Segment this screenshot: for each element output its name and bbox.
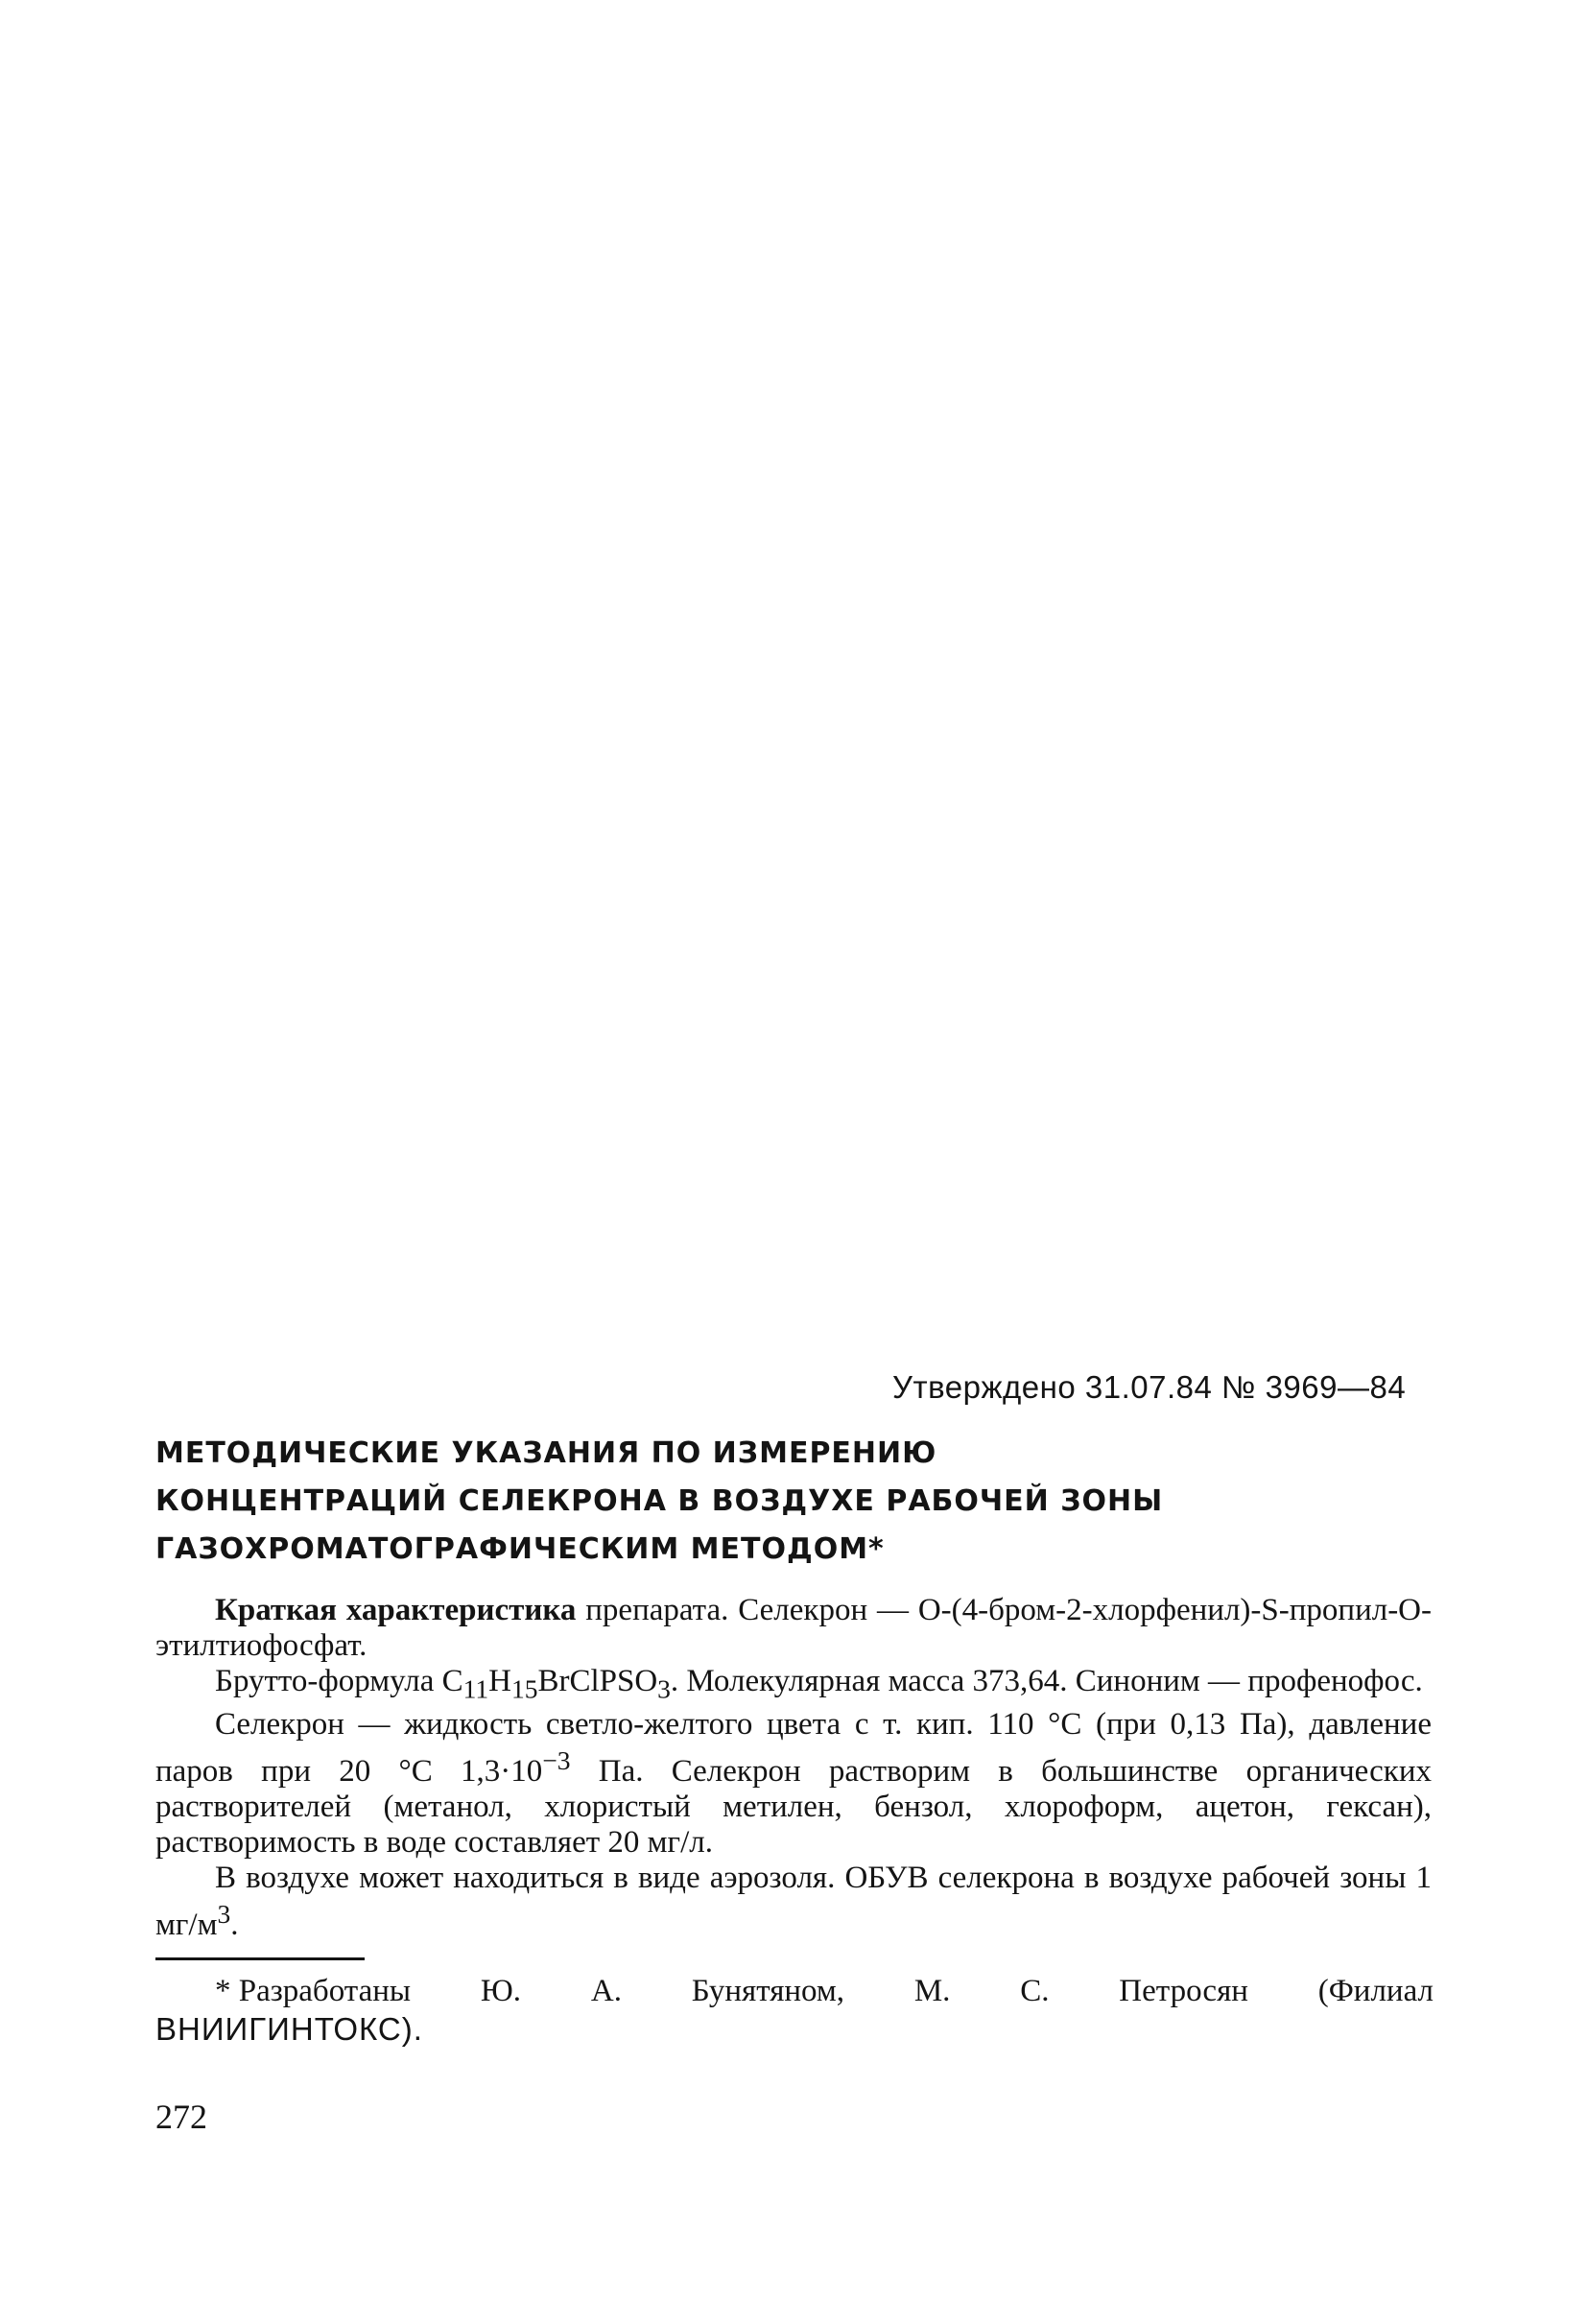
title-line: ГАЗОХРОМАТОГРАФИЧЕСКИМ МЕТОДОМ* — [155, 1532, 885, 1566]
paragraph-text: Па. Селекрон растворим в большинстве органических растворителей (метанол, хлористый метилен, бензол, хлороформ, ацетон, гексан), растворимость в воде составляет 20 мг/л. — [155, 1753, 1432, 1860]
approval-stamp: Утверждено 31.07.84 № 3969—84 — [892, 1369, 1407, 1405]
paragraph-text: H — [488, 1664, 511, 1698]
footnote-word: Ю. — [480, 1974, 522, 2008]
subscript: 11 — [462, 1673, 489, 1704]
footnote-word: * Разработаны — [215, 1974, 412, 2008]
paragraph-text: Селекрон — жидкость светло-желтого цвета с т. кип. 110 °С (при 0,13 Па), давление паров при 20 °С 1,3·10 — [155, 1706, 1432, 1789]
subscript: 3 — [657, 1673, 671, 1704]
paragraph-characteristics — [155, 1593, 1432, 1664]
paragraph-formula — [155, 1664, 1432, 1707]
footnote-word: Бунятяном, — [691, 1974, 845, 2008]
page-number: 272 — [155, 2098, 207, 2136]
paragraph-text: Брутто-формула C — [215, 1664, 463, 1698]
paragraph-text: . Молекулярная масса 373,64. Синоним — профенофос. — [670, 1664, 1423, 1698]
footnote-word: Петросян — [1119, 1974, 1248, 2008]
title-line: МЕТОДИЧЕСКИЕ УКАЗАНИЯ ПО ИЗМЕРЕНИЮ — [155, 1436, 937, 1470]
paragraph-text: В воздухе может находиться в виде аэрозоля. ОБУВ селекрона в воздухе рабочей зоны 1 мг/м — [155, 1860, 1432, 1942]
superscript: 3 — [217, 1898, 231, 1929]
footnote — [155, 1972, 1434, 2049]
footnote-word: (Филиал — [1317, 1974, 1434, 2008]
superscript: −3 — [542, 1744, 571, 1775]
paragraph-air — [155, 1861, 1432, 1943]
paragraph-lead: Краткая характеристика — [215, 1593, 577, 1627]
footnote-word: А. — [590, 1974, 622, 2008]
footnote-line — [155, 1972, 1434, 2010]
document-title — [155, 1430, 1432, 1574]
paragraph-text: препарата. Селекрон — О-(4-бром-2-хлорфенил)-S-пропил-О-этилтиофосфат. — [155, 1593, 1433, 1663]
footnote-divider — [155, 1957, 365, 1960]
subscript: 15 — [510, 1673, 538, 1704]
paragraph-text: . — [230, 1907, 239, 1942]
footnote-word: С. — [1020, 1974, 1050, 2008]
paragraph-properties — [155, 1707, 1432, 1861]
paragraph-text: BrClPSO — [537, 1664, 658, 1698]
document-body — [155, 1593, 1432, 1943]
footnote-word: М. — [913, 1974, 951, 2008]
footnote-line: ВНИИГИНТОКС). — [155, 2011, 423, 2047]
title-line: КОНЦЕНТРАЦИЙ СЕЛЕКРОНА В ВОЗДУХЕ РАБОЧЕЙ ЗОНЫ — [155, 1484, 1164, 1518]
